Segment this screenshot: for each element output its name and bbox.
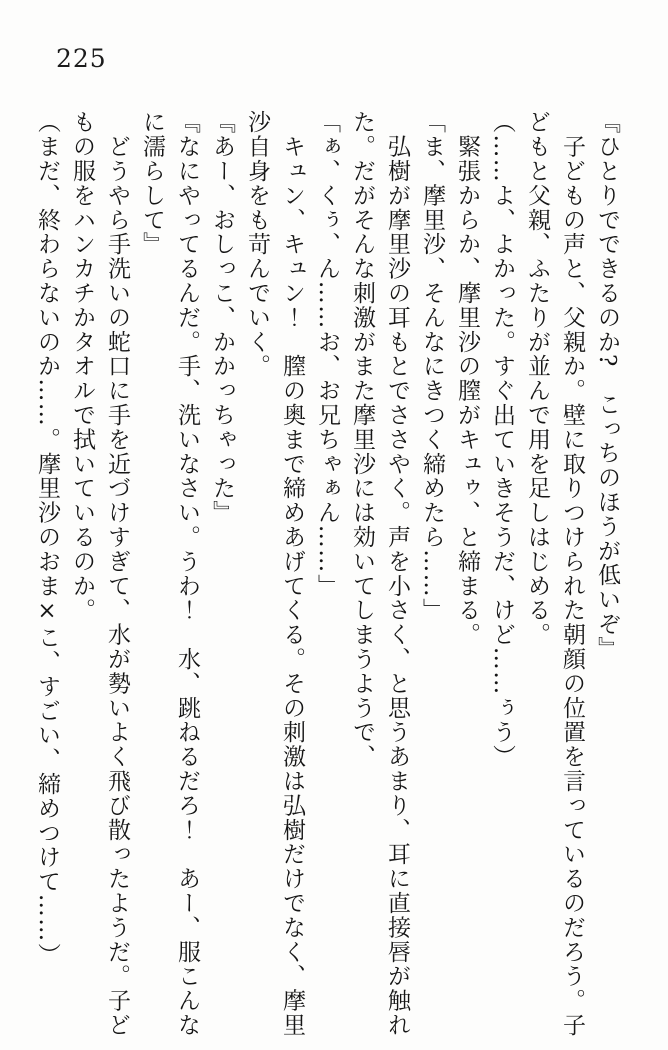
text-line: 弘樹が摩里沙の耳もとでささやく。声を小さく、と思うあまり、耳に直接唇が触れ [384, 110, 410, 1038]
text-line: もの服をハンカチかタオルで拭いているのか。 [69, 110, 95, 623]
vertical-text-body [28, 110, 624, 1042]
text-line: どもと父親、ふたりが並んで用を足しはじめる。 [524, 110, 550, 647]
page-number: 225 [56, 44, 107, 73]
text-line: 「ぁ、くぅ、ん……お、お兄ちゃぁん……」 [314, 110, 340, 598]
text-line: 『なにやってるんだ。手、洗いなさい。うわ！ 水、跳ねるだろ！ あー、服こんな [174, 110, 200, 1038]
text-line: 「ま、摩里沙、そんなにきつく締めたら……」 [419, 110, 445, 623]
text-line: （まだ、終わらないのか……。摩里沙のおま×こ、すごい、締めつけて……） [34, 110, 60, 967]
text-line: 『あー、おしっこ、かかっちゃった』 [209, 110, 235, 525]
text-line: （……よ、よかった。すぐ出ていきそうだ、けど……ぅう） [489, 110, 515, 769]
text-line: に濡らして』 [139, 110, 165, 257]
text-line: 子どもの声と、父親か。壁に取りつけられた朝顔の位置を言っているのだろう。子 [559, 110, 585, 1038]
text-line: どうやら手洗いの蛇口に手を近づけすぎて、水が勢いよく飛び散ったようだ。子ど [104, 110, 130, 1038]
text-line: た。だがそんな刺激がまた摩里沙には効いてしまうようで、 [349, 110, 375, 769]
text-line: キュン、キュン！ 膣の奥まで締めあげてくる。その刺激は弘樹だけでなく、摩里 [279, 110, 305, 1038]
text-line: 沙自身をも苛んでいく。 [244, 110, 270, 379]
text-line: 『ひとりでできるのか? こっちのほうが低いぞ』 [594, 110, 620, 661]
text-line: 緊張からか、摩里沙の膣がキュゥ、と締まる。 [454, 110, 480, 647]
